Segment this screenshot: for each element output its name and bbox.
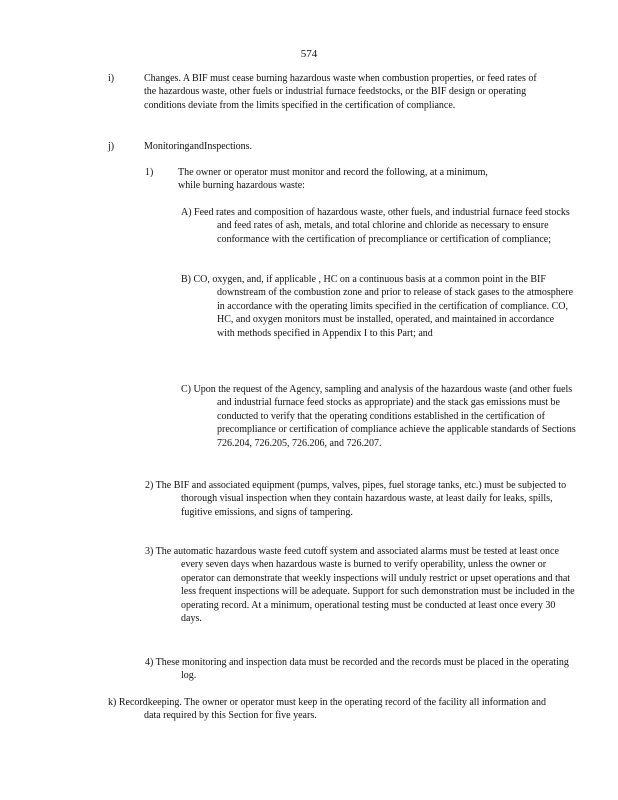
item-j-4: 4) These monitoring and inspection data must be recorded and the records must be placed in the operating log.	[145, 657, 569, 682]
item-j-1-marker: 1)	[145, 167, 154, 178]
item-i-text: Changes. A BIF must cease burning hazardous waste when combustion properties, or feed rates of the hazardous waste, other fuels or industrial furnace feedstocks, or the BIF design or operating conditions deviate from the limits specified in the certification of compliance.	[144, 73, 537, 111]
item-j-1-a: A) Feed rates and composition of hazardous waste, other fuels, and industrial furnace feed stocks and feed rates of ash, metals, and total chlorine and chloride as necessary to ensure conformance with the certification of precompliance or certification of compliance;	[181, 207, 570, 245]
item-j-marker: j)	[108, 141, 115, 152]
item-j-heading: MonitoringandInspections.	[144, 141, 253, 152]
page-number: 574	[300, 48, 318, 60]
item-j-1-b: B) CO, oxygen, and, if applicable , HC on a continuous basis at a common point in the BIF downstream of the combustion zone and prior to release of stack gases to the atmosphere in accordance with the operating limits specified in the certification of compliance. CO, HC, and oxygen monitors must be installed, operated, and maintained in accordance with methods specified in Appendix I to this Part; and	[181, 274, 574, 339]
item-j-3: 3) The automatic hazardous waste feed cutoff system and associated alarms must be tested at least once every seven days when hazardous waste is burned to verify operability, unless the owner or operator can demonstrate that weekly inspections will unduly restrict or upset operations and that less frequent inspections will be adequate. Support for such demonstration must be included in the operating record. At a minimum, operational testing must be conducted at least once every 30 days.	[145, 546, 575, 625]
item-k: k) Recordkeeping. The owner or operator must keep in the operating record of the facility all information and data required by this Section for five years.	[108, 697, 546, 722]
item-j-1-c: C) Upon the request of the Agency, sampling and analysis of the hazardous waste (and other fuels and industrial furnace feed stocks as appropriate) and the stack gas emissions must be conducted to verify that the operating conditions established in the certification of precompliance or certification of compliance achieve the applicable standards of Sections 726.204, 726.205, 726.206, and 726.207.	[181, 384, 576, 449]
item-i-marker: i)	[108, 73, 115, 84]
item-j-1-text: The owner or operator must monitor and record the following, at a minimum, while burning hazardous waste:	[178, 167, 488, 192]
item-j-2: 2) The BIF and associated equipment (pumps, valves, pipes, fuel storage tanks, etc.) must be subjected to thorough visual inspection when they contain hazardous waste, at least daily for leaks, spills, fugitive emissions, and signs of tampering.	[145, 480, 567, 518]
